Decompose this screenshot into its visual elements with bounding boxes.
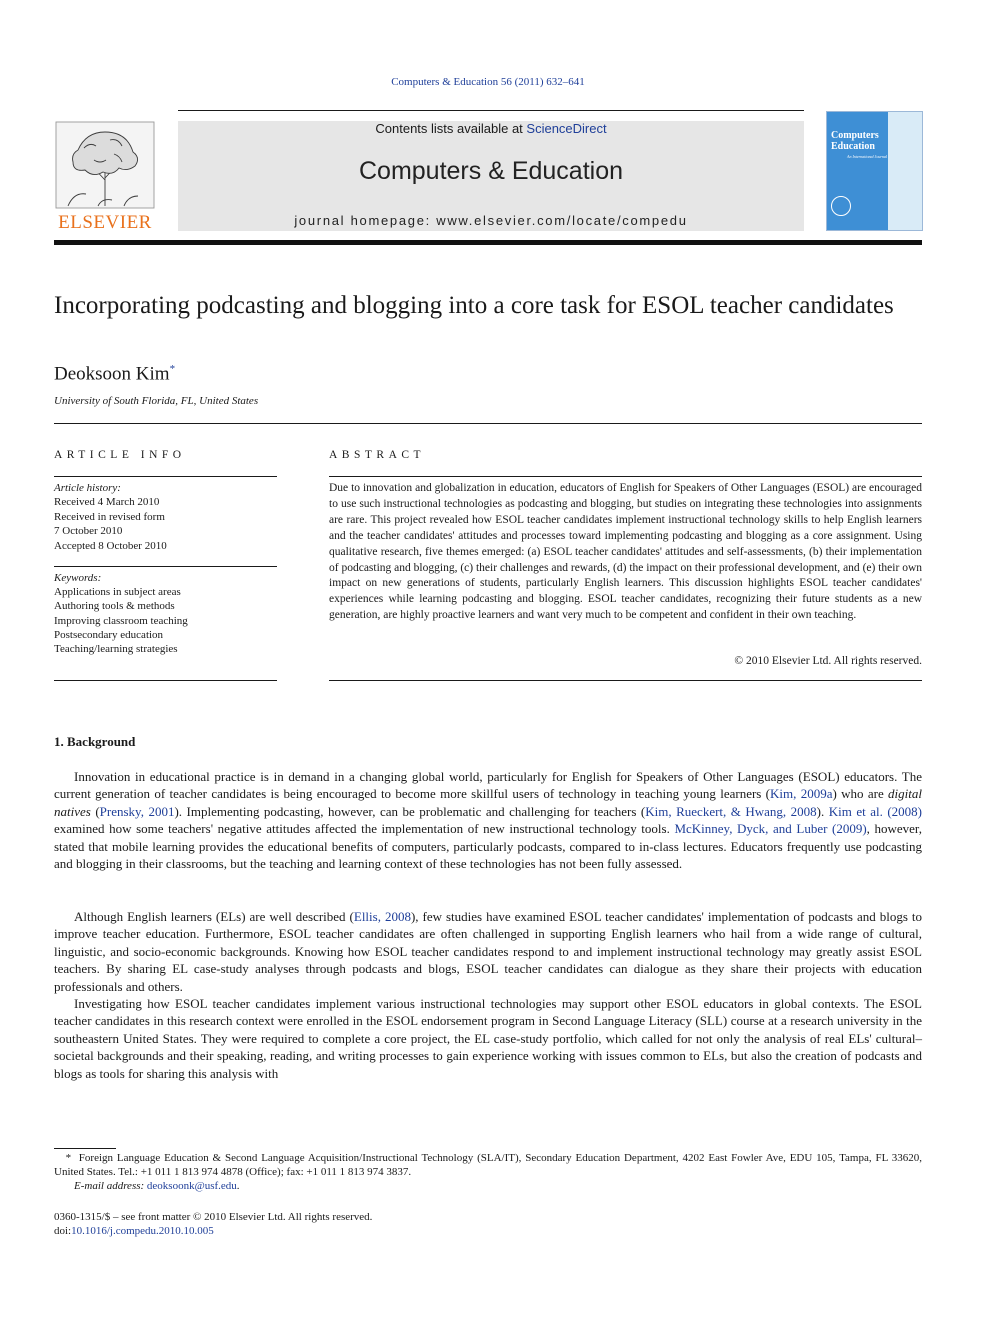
cover-strip [888,112,922,230]
keyword-item: Teaching/learning strategies [54,643,178,656]
body-paragraph [54,768,922,872]
doi-prefix: doi: [54,1225,72,1237]
title-block-rule [54,423,922,424]
para-text: ). Implementing podcasting, however, can be problematic and challenging for teachers ( [174,803,646,819]
abstract-heading: ABSTRACT [329,449,426,461]
citation-link[interactable]: Kim et al. (2008) [828,803,922,819]
abstract-rule [329,476,922,477]
body-paragraph: Investigating how ESOL teacher candidates implement various instructional technologies may support other ESOL educators in global contexts. The ESOL teacher candidates in this research context were enrolled in the ESOL endorsement program in Second Language Literacy (SLL) course at a research university in the southeastern United States. They were required to complete a core project, the EL case-study portfolio, which called for not only the analysis of real ELs' cultural–societal backgrounds and their speaking, reading, and writing processes to gain experience working with issues common to ELs, but also the creation of podcasts and blogs as tools for sharing this analysis with [54,996,922,1081]
para-text: ( [90,803,100,819]
cover-title-line1: Computers [831,130,879,141]
cover-title-line2: Education [831,141,875,152]
keyword-item: Authoring tools & methods [54,600,175,613]
citation-link[interactable]: Kim, Rueckert, & Hwang, 2008 [645,803,817,819]
email-end: . [236,1180,240,1192]
journal-cover-thumbnail-icon[interactable] [826,111,923,231]
para-text: ), few studies have examined ESOL teacher candidates' implementation of podcasts and blogs to improve teacher education. Furthermore, ESOL teacher candidates are often challenged in supporting English learners who hail from a wide range of cultural, linguistic, and socio-economic backgrounds. Knowing how ESOL teacher candidates respond to and implement instructional technology may greatly assist ESOL teachers. By sharing EL case-study analyses through podcasts and blogs, ESOL teacher candidates can dialogue as they share their projects with education professionals and others. [54,909,922,994]
contents-available-line [178,121,804,136]
para-text: ) who are [832,786,889,802]
article-history [54,481,167,553]
author-footnote [54,1151,922,1180]
journal-reference-link[interactable]: Computers & Education 56 (2011) 632–641 [391,76,585,88]
author-email-line [74,1180,240,1192]
author-footnote-mark[interactable]: * [169,363,176,375]
citation-link[interactable]: Ellis, 2008 [353,909,411,924]
author-email-link[interactable]: deoksoonk@usf.edu [146,1180,237,1192]
cover-seal-icon [831,196,851,216]
history-item: Accepted 8 October 2010 [54,539,167,552]
header-rule [178,110,804,111]
body-paragraph [54,908,922,995]
para-emphasis: digital natives [54,786,922,819]
article-info-bottom-rule [54,680,277,681]
para-text: examined how some teachers' negative attitudes affected the implementation of new instructional technology tools. [54,821,675,837]
para-text: , however, stated that mobile learning provides the educational benefits of computers, particularly podcasts, compared to in-class lectures. Educators frequently use podcasting and blogging in their classrooms, but the teaching and learning context of these technologies has not been fully assessed. [54,821,922,872]
doi-link[interactable]: 10.1016/j.compedu.2010.10.005 [71,1225,214,1237]
cover-subtitle: An International Journal [847,154,887,159]
abstract-text: Due to innovation and globalization in education, educators of English for Speakers of Other Languages (ESOL) are encouraged to use such instructional technologies as podcasting and blogging, but studies on integrating these technologies into assignments are rare. This project revealed how ESOL teacher candidates implement instructional technology skills to help English learners and the teacher candidates' attitudes and processes toward implementing podcasting and blogging as a core assignment. Using qualitative research, five themes emerged: (a) ESOL teacher candidates' attitudes and self-assessments, (b) their implementation of podcasting and blogging, (c) their challenges and rewards, (d) the impact on their professional development, and (e) their own impact on new generations of students, particularly English learners. This discussion highlights ESOL teacher candidates' experiences while learning podcasting and blogging. ESOL teacher candidates, recognizing their future students as a new generation, are highly proactive learners and want very much to be competent and confident in their own teaching. [329,482,922,622]
author-affiliation: University of South Florida, FL, United States [54,395,259,407]
sciencedirect-link[interactable]: ScienceDirect [526,121,607,136]
footnote-mark: * [65,1152,72,1164]
journal-homepage[interactable]: journal homepage: www.elsevier.com/locate/compedu [294,213,688,228]
section-heading-background: 1. Background [54,734,136,749]
author-name [54,363,175,385]
doi-line [54,1225,214,1237]
email-label: E-mail address: [74,1180,147,1192]
abstract-bottom-rule [329,680,922,681]
footnote-text: Foreign Language Education & Second Language Acquisition/Instructional Technology (SLA/IT), Secondary Education Department, 4202 East Fowler Ave, EDU 105, Tampa, FL 33620, United States. Tel.: +1 011 1 813 974 4878 (Office); fax: +1 011 1 813 974 3837. [54,1152,923,1179]
header-thick-rule [54,240,922,245]
para-text: Although English learners (ELs) are well described ( [74,909,354,924]
cover-title [831,130,879,152]
keyword-item: Improving classroom teaching [54,614,188,627]
abstract-copyright: © 2010 Elsevier Ltd. All rights reserved. [734,655,922,667]
keywords-rule [54,566,277,567]
citation-link[interactable]: McKinney, Dyck, and Luber (2009) [674,821,867,837]
history-item: Received 4 March 2010 [54,496,160,509]
keywords-list [54,571,188,656]
para-text: ). [816,803,829,819]
article-info-rule [54,476,277,477]
footnote-rule [54,1148,116,1149]
issn-line: 0360-1315/$ – see front matter © 2010 Elsevier Ltd. All rights reserved. [54,1211,373,1223]
article-history-label: Article history: [54,482,121,494]
citation-link[interactable]: Kim, 2009a [770,786,833,802]
para-text: Innovation in educational practice is in demand in a changing global world, particularly for English for Speakers of Other Languages (ESOL) educators. The current generation of teacher candidates is being encouraged to become more skillful users of technology in teaching young learners ( [54,769,922,802]
keywords-label: Keywords: [54,572,102,584]
elsevier-wordmark: ELSEVIER [58,212,152,233]
contents-prefix: Contents lists available at [375,121,527,136]
keyword-item: Applications in subject areas [54,586,181,599]
citation-link[interactable]: Prensky, 2001 [99,803,175,819]
keyword-item: Postsecondary education [54,628,164,641]
history-item: Received in revised form [54,510,165,523]
history-item: 7 October 2010 [54,525,123,538]
author-name-text: Deoksoon Kim [54,363,170,385]
article-title: Incorporating podcasting and blogging into a core task for ESOL teacher candidates [54,292,894,319]
journal-title: Computers & Education [358,157,624,185]
article-info-heading: ARTICLE INFO [54,449,186,461]
